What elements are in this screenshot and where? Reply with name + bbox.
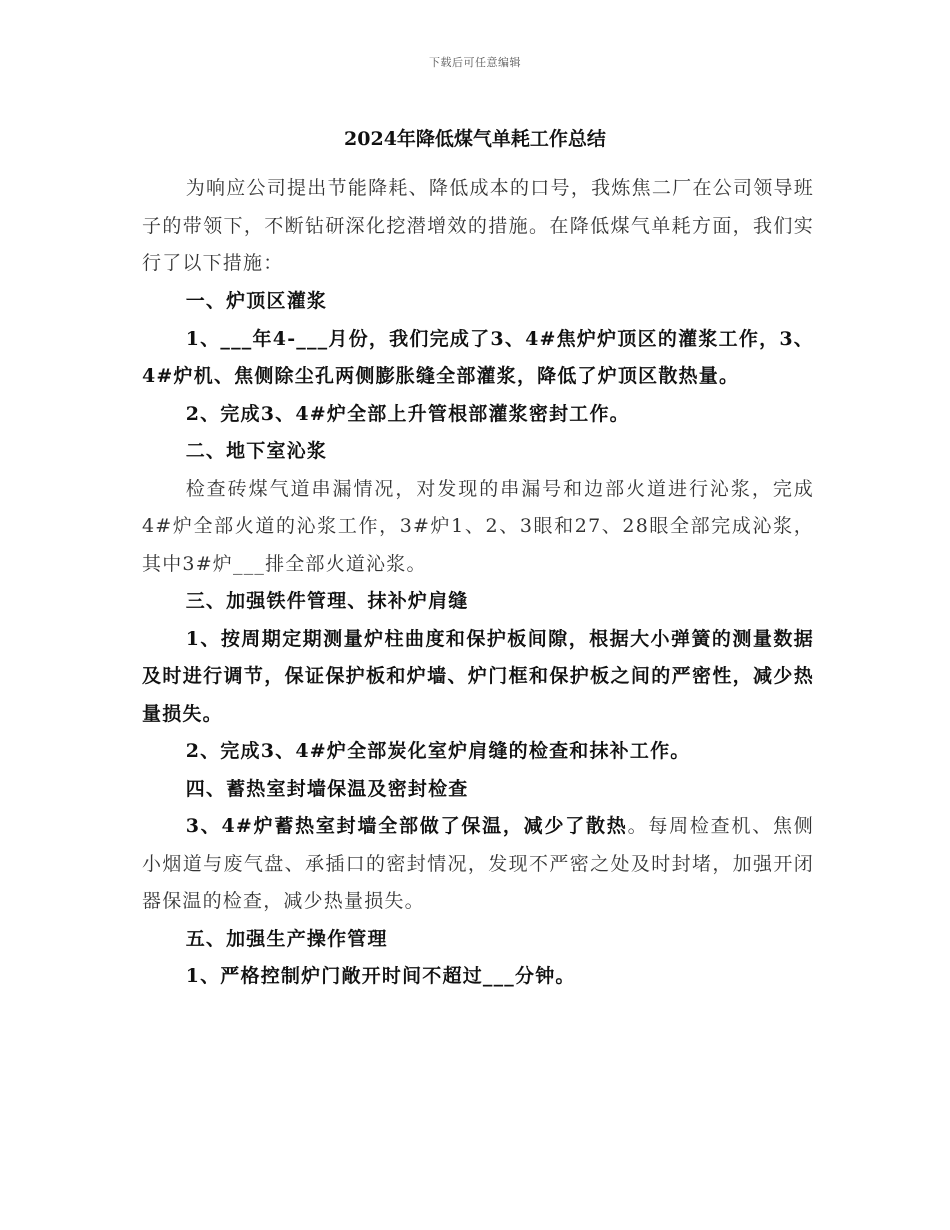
section-4-bold-text: 3、4#炉蓄热室封墙全部做了保温，减少了散热 [185,815,628,837]
section-2-heading: 二、地下室沁浆 [185,440,328,462]
section-3-heading: 三、加强铁件管理、抹补炉肩缝 [185,590,469,612]
section-4-paragraph [142,808,814,921]
section-3-item-1: 1、按周期定期测量炉柱曲度和保护板间隙，根据大小弹簧的测量数据及时进行调节，保证保护板和炉墙、炉门框和保护板之间的严密性，减少热量损失。 [142,627,814,725]
section-4-normal-text: 。每周检查机、焦侧小烟道与废气盘、承插口的密封情况，发现不严密之处及时封堵，加强开闭器保温的检查，减少热量损失。 [142,815,814,912]
header-note: 下载后可任意编辑 [429,56,521,69]
section-4-heading: 四、蓄热室封墙保温及密封检查 [185,777,469,800]
section-1-item-2: 2、完成3、4#炉全部上升管根部灌浆密封工作。 [185,402,630,425]
document-body [142,283,814,996]
intro-paragraph: 为响应公司提出节能降耗、降低成本的口号，我炼焦二厂在公司领导班子的带领下，不断钻研深化挖潜增效的措施。在降低煤气单耗方面，我们实行了以下措施： [142,177,814,274]
section-1-heading: 一、炉顶区灌浆 [185,290,328,312]
section-1-item-1: 1、___年4-___月份，我们完成了3、4#焦炉炉顶区的灌浆工作，3、4#炉机、焦侧除尘孔两侧膨胀缝全部灌浆，降低了炉顶区散热量。 [142,327,814,387]
intro-block [142,170,814,283]
section-3-item-2: 2、完成3、4#炉全部炭化室炉肩缝的检查和抹补工作。 [185,740,691,762]
section-5-heading: 五、加强生产操作管理 [185,927,388,950]
section-5-item-1: 1、严格控制炉门敞开时间不超过___分钟。 [185,965,576,987]
section-2-paragraph: 检查砖煤气道串漏情况，对发现的串漏号和边部火道进行沁浆，完成4#炉全部火道的沁浆工作，3#炉1、2、3眼和27、28眼全部完成沁浆，其中3#炉___排全部火道沁浆。 [142,477,814,575]
document-title: 2024年降低煤气单耗工作总结 [344,128,606,150]
